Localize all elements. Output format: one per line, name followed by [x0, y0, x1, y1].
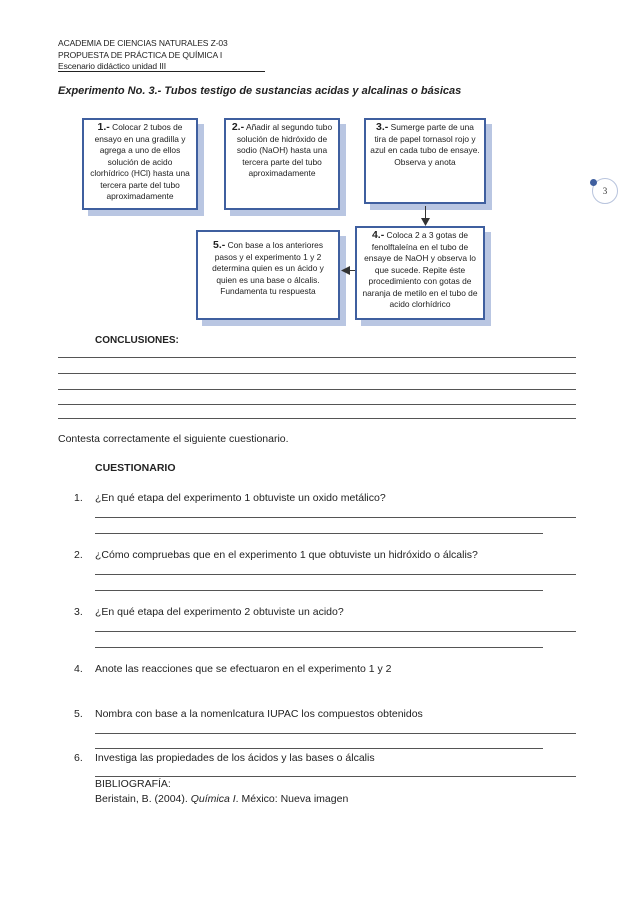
- page-marker-dot-icon: [590, 179, 597, 186]
- answer-line: [58, 418, 576, 419]
- question-number: 5.: [74, 708, 83, 720]
- header-scenario: Escenario didáctico unidad III: [58, 61, 167, 71]
- bibliography-label: BIBLIOGRAFÍA:: [95, 778, 171, 790]
- step-3-box: [364, 118, 486, 204]
- answer-line: [58, 373, 576, 374]
- answer-line: [95, 748, 543, 749]
- page-number-marker: [592, 178, 618, 204]
- answer-line: [95, 631, 576, 632]
- bibliography-reference: [95, 792, 348, 807]
- step-2-text: Añadir al segundo tubo solución de hidróxido de sodio (NaOH) hasta una tercera parte del tubo aproximadamente: [236, 122, 333, 178]
- question-number: 6.: [74, 752, 83, 764]
- reference-author-year: Beristain, B. (2004).: [95, 793, 191, 805]
- answer-line: [95, 733, 576, 734]
- document-header: [58, 38, 228, 73]
- step-2-number: 2.-: [231, 121, 245, 133]
- question-text: Nombra con base a la nomenlcatura IUPAC los compuestos obtenidos: [95, 708, 423, 720]
- step-5-text: Con base a los anteriores pasos y el experimento 1 y 2 determina quien es un ácido y quien es una base o álcalis. Fundamenta tu respuesta: [212, 240, 324, 296]
- answer-line: [58, 389, 576, 390]
- arrow-4-to-5-line: [350, 270, 355, 271]
- answer-line: [95, 574, 576, 575]
- bibliography: [95, 777, 348, 807]
- answer-line: [95, 590, 543, 591]
- step-4-box: [355, 226, 485, 320]
- questionnaire-intro: Contesta correctamente el siguiente cuestionario.: [58, 433, 289, 445]
- conclusions-label: CONCLUSIONES:: [95, 335, 179, 346]
- question-text: ¿En qué etapa del experimento 2 obtuviste un acido?: [95, 606, 344, 618]
- step-1-box: [82, 118, 198, 210]
- step-4-text: Coloca 2 a 3 gotas de fenolftaleína en el tubo de ensaye de NaOH y observa lo que sucede. Repite éste procedimiento con gotas de naranja de metilo en el tubo de acido clorhídrico: [362, 230, 478, 309]
- answer-line: [58, 357, 576, 358]
- header-proposal: PROPUESTA DE PRÁCTICA DE QUÍMICA I: [58, 49, 223, 60]
- answer-line: [95, 517, 576, 518]
- arrow-down-icon: [421, 218, 430, 226]
- answer-line: [95, 533, 543, 534]
- question-number: 1.: [74, 492, 83, 504]
- page-number: 3: [602, 186, 608, 196]
- reference-title: Química I: [190, 793, 236, 805]
- question-number: 3.: [74, 606, 83, 618]
- step-4-number: 4.-: [371, 229, 385, 241]
- step-5-box: [196, 230, 340, 320]
- question-number: 4.: [74, 663, 83, 675]
- question-text: Anote las reacciones que se efectuaron en el experimento 1 y 2: [95, 663, 392, 675]
- reference-publisher: . México: Nueva imagen: [235, 793, 349, 805]
- arrow-left-icon: [341, 266, 350, 275]
- question-text: ¿En qué etapa del experimento 1 obtuviste un oxido metálico?: [95, 492, 386, 504]
- step-2-box: [224, 118, 340, 210]
- step-1-text: Colocar 2 tubos de ensayo en una gradilla y agrega a uno de ellos solución de acido clorhídrico (HCl) hasta una tercera parte del tubo aproximadamente: [90, 122, 190, 201]
- questionnaire-title: CUESTIONARIO: [95, 462, 176, 474]
- step-1-number: 1.-: [97, 121, 110, 133]
- question-text: ¿Cómo compruebas que en el experimento 1 que obtuviste un hidróxido o álcalis?: [95, 549, 478, 561]
- step-5-number: 5.-: [212, 239, 226, 251]
- question-number: 2.: [74, 549, 83, 561]
- answer-line: [95, 647, 543, 648]
- answer-line: [58, 404, 576, 405]
- question-text: Investiga las propiedades de los ácidos y las bases o álcalis: [95, 752, 375, 764]
- experiment-title: Experimento No. 3.- Tubos testigo de sustancias acidas y alcalinas o básicas: [58, 85, 462, 97]
- header-academy: ACADEMIA DE CIENCIAS NATURALES Z-03: [58, 38, 228, 48]
- step-3-number: 3.-: [376, 121, 389, 133]
- step-3-text: Sumerge parte de una tira de papel tornasol rojo y azul en cada tubo de ensaye. Observa y anota: [370, 122, 480, 167]
- header-rule: [58, 71, 265, 72]
